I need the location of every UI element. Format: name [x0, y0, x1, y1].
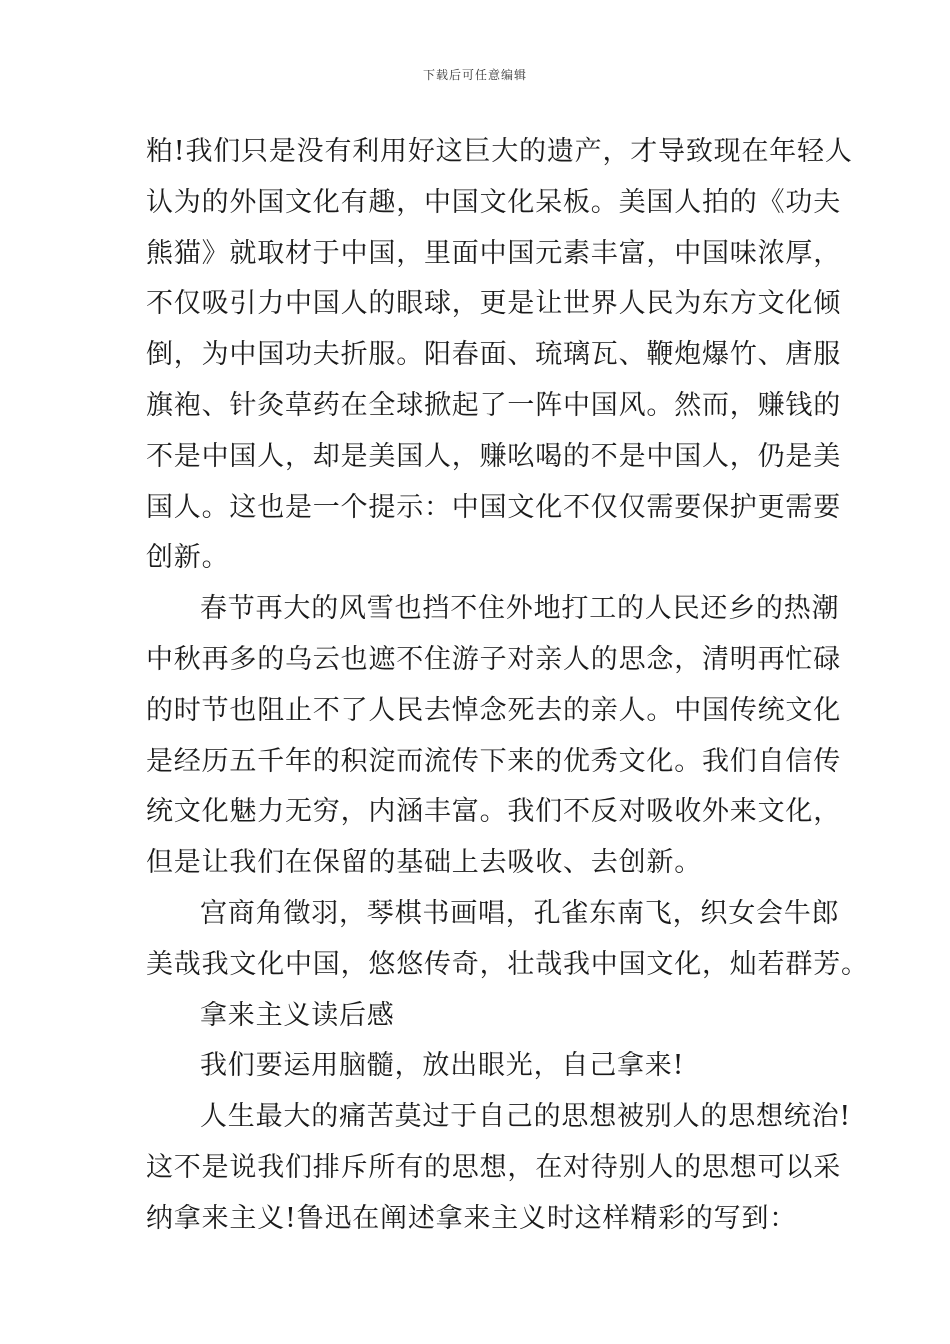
text-line: 但是让我们在保留的基础上去吸收、去创新。: [146, 847, 702, 879]
text-line: 这不是说我们排斥所有的思想，在对待别人的思想可以采: [146, 1151, 841, 1183]
text-line: 纳拿来主义!鲁迅在阐述拿来主义时这样精彩的写到：: [146, 1202, 798, 1234]
text-line: 创新。: [146, 542, 230, 574]
text-line: 粕!我们只是没有利用好这巨大的遗产，才导致现在年轻人: [146, 136, 853, 167]
section-title: 拿来主义读后感: [200, 999, 395, 1031]
text-line: 是经历五千年的积淀而流传下来的优秀文化。我们自信传: [146, 745, 841, 777]
text-line: 不是中国人，却是美国人，赚吆喝的不是中国人，仍是美: [146, 440, 841, 472]
paragraph-first-line: 宫商角徵羽，琴棋书画唱，孔雀东南飞，织女会牛郎: [200, 897, 840, 929]
text-line: 美哉我文化中国，悠悠传奇，壮哉我中国文化，灿若群芳。: [146, 948, 869, 980]
paragraph-first-line: 我们要运用脑髓，放出眼光，自己拿来!: [200, 1050, 685, 1082]
text-line: 熊猫》就取材于中国，里面中国元素丰富，中国味浓厚，: [146, 237, 841, 269]
paragraph-first-line: 春节再大的风雪也挡不住外地打工的人民还乡的热潮: [200, 593, 840, 625]
text-line: 统文化魅力无穷，内涵丰富。我们不反对吸收外来文化，: [146, 796, 841, 828]
page-header: 下载后可任意编辑: [422, 68, 527, 82]
text-line: 的时节也阻止不了人民去悼念死去的亲人。中国传统文化: [146, 694, 841, 726]
text-line: 中秋再多的乌云也遮不住游子对亲人的思念，清明再忙碌: [146, 643, 841, 675]
text-line: 旗袍、针灸草药在全球掀起了一阵中国风。然而，赚钱的: [146, 389, 841, 421]
text-line: 倒，为中国功夫折服。阳春面、琉璃瓦、鞭炮爆竹、唐服: [146, 339, 841, 371]
text-line: 认为的外国文化有趣，中国文化呆板。美国人拍的《功夫: [146, 186, 841, 218]
paragraph-first-line: 人生最大的痛苦莫过于自己的思想被别人的思想统治!: [200, 1101, 852, 1133]
text-line: 不仅吸引力中国人的眼球，更是让世界人民为东方文化倾: [146, 288, 841, 320]
text-line: 国人。这也是一个提示：中国文化不仅仅需要保护更需要: [146, 491, 841, 523]
document-body: [146, 127, 869, 1245]
